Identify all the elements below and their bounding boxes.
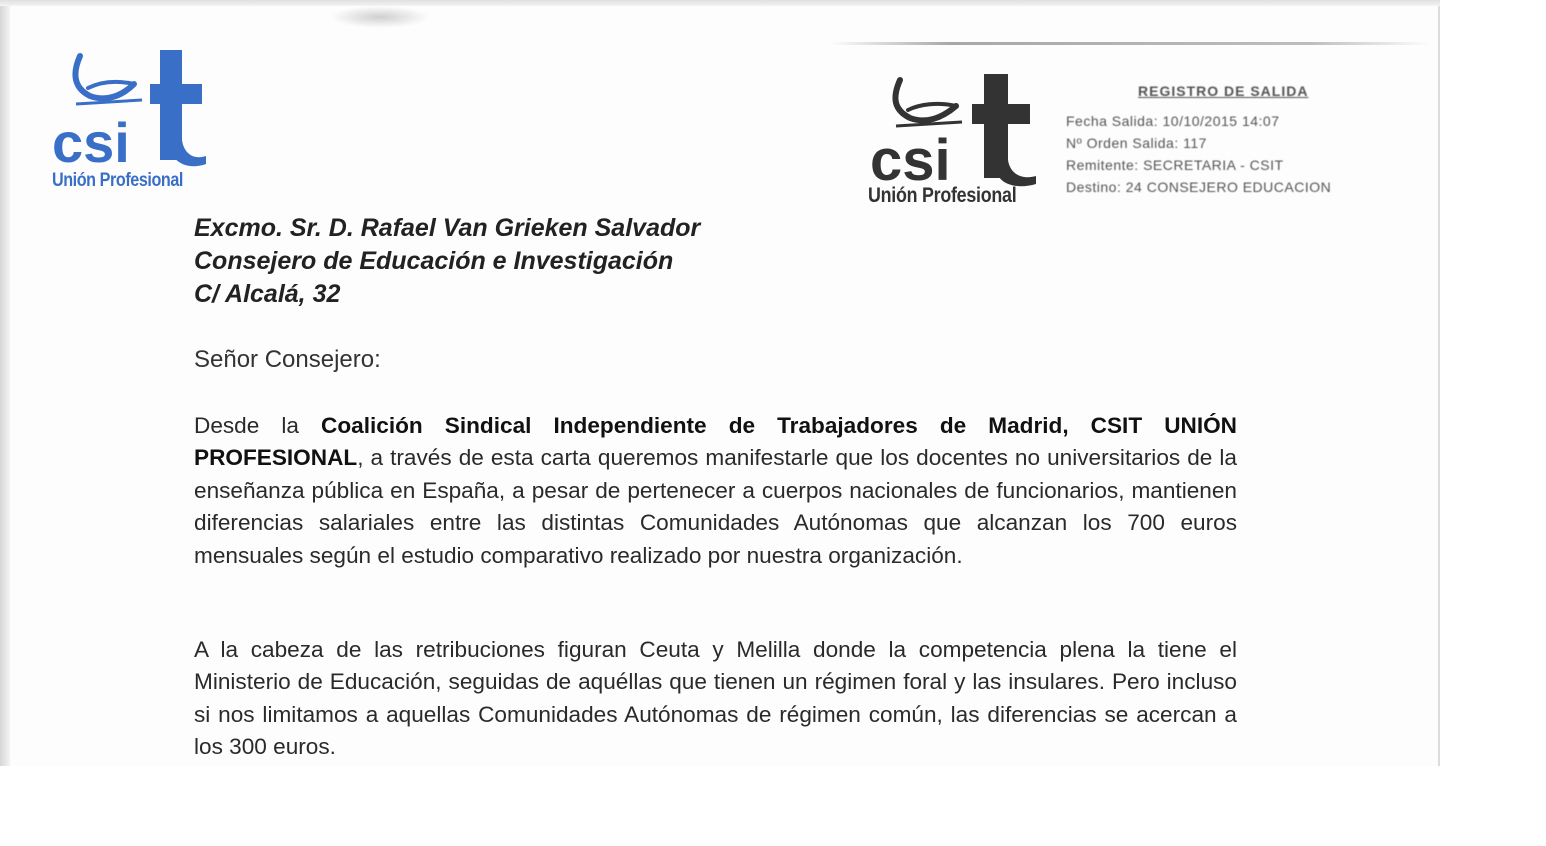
recipient-address [194, 212, 700, 311]
svg-text:csi: csi [870, 128, 951, 190]
stamp-top-rule [830, 42, 1430, 45]
csit-logo-left [50, 44, 220, 194]
scan-smudge [330, 6, 430, 28]
csit-logo-left-icon [50, 44, 220, 174]
paragraph-1-organization: Coalición Sindical Independiente de Trabajadores de Madrid, CSIT UNIÓN PROFESIONAL [194, 413, 1237, 471]
stamp-line-remitente: Remitente: SECRETARIA - CSIT [1066, 157, 1284, 173]
csit-logo-right-subtitle: Unión Profesional [868, 184, 1017, 207]
paragraph-1-intro: Desde la [194, 413, 322, 438]
recipient-name: Excmo. Sr. D. Rafael Van Grieken Salvador [194, 214, 701, 242]
recipient-title: Consejero de Educación e Investigación [194, 247, 674, 275]
stamp-line-fecha: Fecha Salida: 10/10/2015 14:07 [1066, 113, 1280, 129]
stamp-title: REGISTRO DE SALIDA [1138, 83, 1309, 99]
recipient-street: C/ Alcalá, 32 [194, 280, 341, 308]
stamp-line-orden: Nº Orden Salida: 117 [1066, 135, 1207, 151]
letter-page [10, 6, 1440, 766]
salutation: Señor Consejero: [194, 346, 381, 373]
paragraph-1 [194, 410, 1237, 572]
scan-edge-left [0, 6, 10, 766]
paragraph-2 [194, 634, 1237, 764]
csit-logo-right [866, 72, 1056, 212]
paragraph-1-body: , a través de esta carta queremos manifestarle que los docentes no universitarios de la enseñanza pública en España, a pesar de pertenecer a cuerpos nacionales de funcionarios, mantienen diferencias salariales entre las distintas Comunidades Autónomas que alcanzan los 700 euros mensuales según el estudio comparativo realizado por nuestra organización. [194, 445, 1237, 568]
paragraph-2-text: A la cabeza de las retribuciones figuran Ceuta y Melilla donde la competencia plena la tiene el Ministerio de Educación, seguidas de aquéllas que tienen un régimen foral y las insulares. Pero incluso si nos limitamos a aquellas Comunidades Autónomas de régimen común, las diferencias se acercan a los 300 euros. [194, 637, 1237, 760]
svg-text:csi: csi [52, 111, 130, 174]
csit-logo-right-icon [866, 72, 1056, 190]
csit-logo-left-subtitle: Unión Profesional [52, 170, 183, 191]
stamp-line-destino: Destino: 24 CONSEJERO EDUCACION [1066, 179, 1332, 195]
